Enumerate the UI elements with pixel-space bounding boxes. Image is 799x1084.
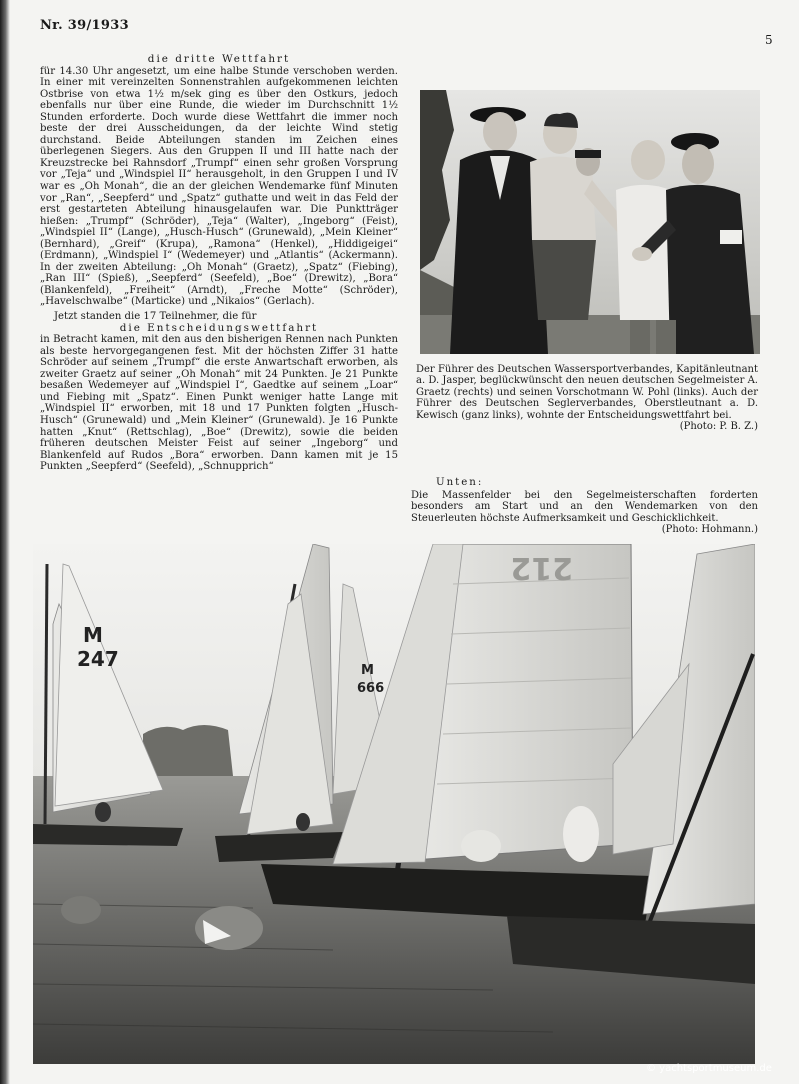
article-paragraph: in Betracht kamen, mit den aus den bisherigen Rennen nach Punkten als beste hervorgegangenen fest. Mit der höchsten Ziffer 31 hatte Schröder auf seinem „Trumpf“ die erste Anwartschaft erworben, als zweiter Graetz auf seiner „Oh Monah“ mit 24 Punkten. Je 21 Punkte besaßen Wedemeyer auf „Windspiel I“, Gaedtke auf seinem „Loar“ und Fiebing mit „Spatz“. Einen Punkt weniger hatte Lange mit „Windspiel II“ erworben, mit 18 und 17 Punkten folgten „Husch-Husch“ (Grunewald) und „Mein Kleiner“ (Grunewald). Je 16 Punkte hatten „Knut“ (Rettschlag), „Boe“ (Drewitz), sowie die beiden früheren deutschen Meister Feist auf seiner „Ingeborg“ und Blankenfeld auf Rudos „Bora“ erworben. Dann kamen mit je 15 Punkten „Seepferd“ (Seefeld), „Schnupprich“	[40, 334, 398, 473]
sail-number: 666	[357, 681, 385, 696]
issue-number: Nr. 39/1933	[40, 18, 129, 33]
section-heading: die dritte Wettfahrt	[147, 53, 291, 65]
photo-credit: (Photo: Hohmann.)	[661, 524, 758, 536]
photo-caption-bottom	[411, 490, 758, 536]
caption-text: Die Massenfelder bei den Segelmeisterschaften forderten besonders am Start und an den Wendemarken von den Steuerleuten höchste Aufmerksamkeit und Geschicklichkeit.	[411, 490, 758, 524]
article-paragraph: Jetzt standen die 17 Teilnehmer, die für	[54, 311, 257, 323]
section-heading: die Entscheidungswettfahrt	[119, 321, 319, 334]
sail-number: 212	[510, 550, 573, 585]
photo-sailboats-image	[33, 544, 755, 1064]
sail-number: M	[83, 623, 103, 647]
page-edge-shadow	[0, 0, 10, 1084]
sail-number: 247	[77, 647, 119, 671]
photo-handshake-image	[420, 90, 760, 354]
article-paragraph: für 14.30 Uhr angesetzt, um eine halbe Stunde verschoben werden. In einer mit vereinzelten Sonnenstrahlen aufgekommenen leichten Ostbrise von etwa 1½ m/sek ging es über den Ostkurs, jedoch ebenfalls nur über eine Runde, die wieder im Durchschnitt 1½ Stunden erforderte. Doch wurde diese Wettfahrt die immer noch beste der drei Ausscheidungen, da der leichte Wind stetig durchstand. Beide Abteilungen standen im Zeichen eines überlegenen Siegers. Aus den Gruppen II und III hatte nach der Kreuzstrecke bei Rahnsdorf „Trumpf“ einen sehr großen Vorsprung vor „Teja“ und „Windspiel II“ herausgeholt, in den Gruppen I und IV war es „Oh Monah“, die an der gleichen Wendemarke fünf Minuten vor „Ran“, „Seepferd“ und „Spatz“ guthatte und weit in das Feld der erst gestarteten Abteilung hinausgelaufen war. Die Punktträger hießen: „Trumpf“ (Schröder), „Teja“ (Walter), „Ingeborg“ (Feist), „Windspiel II“ (Lange), „Husch-Husch“ (Grunewald), „Mein Kleiner“ (Bernhard), „Greif“ (Krupa), „Ramona“ (Henkel), „Hiddigeigei“ (Erdmann), „Windspiel I“ (Wedemeyer) und „Atlantis“ (Ackermann). In der zweiten Abteilung: „Oh Monah“ (Graetz), „Spatz“ (Fiebing), „Ran III“ (Spieß), „Seepferd“ (Seefeld), „Boe“ (Drewitz), „Bora“ (Blankenfeld), „Freiheit“ (Arndt), „Freche Motte“ (Schröder), „Havelschwalbe“ (Marticke) und „Nikaios“ (Gerlach).	[40, 65, 398, 308]
photo-handshake	[420, 90, 760, 354]
photo-caption-top	[416, 364, 758, 432]
copyright-watermark: © yachtsportmuseum.de	[646, 1063, 772, 1074]
photo-credit: (Photo: P. B. Z.)	[679, 421, 758, 433]
caption-text: Der Führer des Deutschen Wassersportverbandes, Kapitänleutnant a. D. Jasper, beglückwünscht den neuen deutschen Segelmeister A. Graetz (rechts) und seinen Vorschotmann W. Pohl (links). Auch der Führer des Deutschen Seglerverbandes, Oberstleutnant a. D. Kewisch (ganz links), wohnte der Entscheidungswettfahrt bei.	[416, 364, 758, 421]
caption-heading: Unten:	[436, 477, 484, 488]
sail-number: M	[361, 663, 374, 678]
photo-sailboats	[33, 544, 755, 1064]
page-number: 5	[765, 33, 773, 47]
article-column-left	[40, 54, 398, 473]
